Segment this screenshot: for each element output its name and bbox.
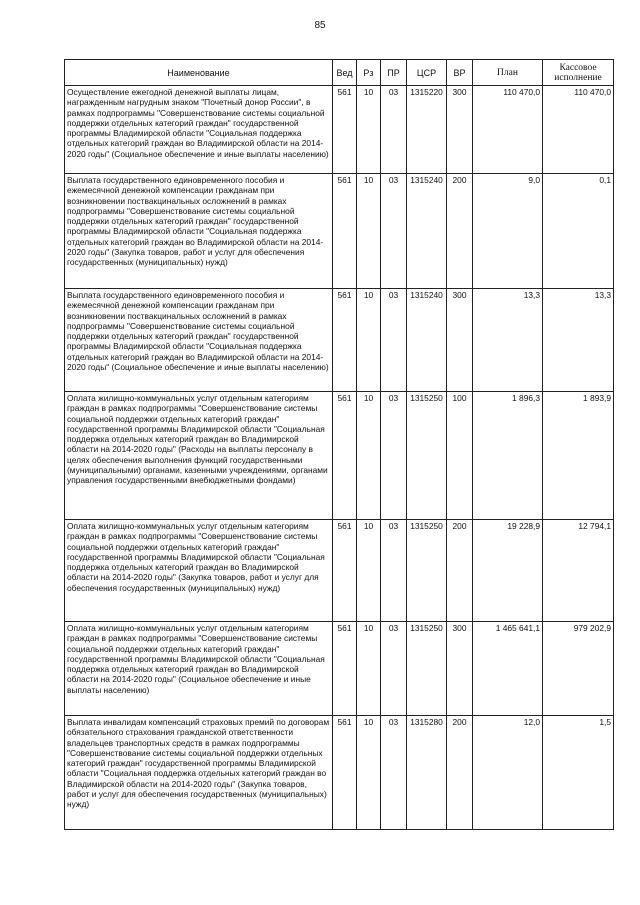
row-plan: 110 470,0 xyxy=(473,86,543,174)
row-csr: 1315250 xyxy=(407,392,447,520)
table-header-row xyxy=(65,60,614,86)
row-rz: 10 xyxy=(357,622,381,716)
row-ved: 561 xyxy=(333,174,357,289)
row-cash: 12 794,1 xyxy=(543,520,614,622)
row-csr: 1315240 xyxy=(407,174,447,289)
table-row xyxy=(65,174,614,289)
row-name: Выплата государственного единовременного пособия и ежемесячной денежной компенсации гражданам при возникновении поствакцинальных осложнений в рамках подпрограммы "Совершенствование системы социальной поддержки отдельных категорий граждан" государственной программы Владимирской области "Социальная поддержка отдельных категорий граждан во Владимирской области на 2014-2020 годы" (Социальное обеспечение и иные выплаты населению) xyxy=(65,289,333,392)
row-name: Выплата инвалидам компенсаций страховых премий по договорам обязательного страхования гражданской ответственности владельцев транспортных средств в рамках подпрограммы "Совершенствование системы социальной поддержки отдельных категорий граждан" государственной программы Владимирской области "Социальная поддержка отдельных категорий граждан во Владимирской области на 2014-2020 годы" (Закупка товаров, работ и услуг для обеспечения государственных (муниципальных) нужд) xyxy=(65,716,333,830)
header-ved: Вед xyxy=(333,60,357,86)
row-cash: 110 470,0 xyxy=(543,86,614,174)
row-name: Оплата жилищно-коммунальных услуг отдельным категориям граждан в рамках подпрограммы "Совершенствование системы социальной поддержки отдельных категорий граждан" государственной программы Владимирской области "Социальная поддержка отдельных категорий граждан во Владимирской области на 2014-2020 годы" (Расходы на выплаты персоналу в целях обеспечения выполнения функций государственными (муниципальными) органами, казенными учреждениями, органами управления государственными внебюджетными фондами) xyxy=(65,392,333,520)
row-csr: 1315250 xyxy=(407,622,447,716)
row-cash: 1 893,9 xyxy=(543,392,614,520)
row-rz: 10 xyxy=(357,520,381,622)
row-rz: 10 xyxy=(357,716,381,830)
row-ved: 561 xyxy=(333,622,357,716)
row-plan: 12,0 xyxy=(473,716,543,830)
row-vr: 300 xyxy=(447,622,473,716)
row-pr: 03 xyxy=(381,174,407,289)
row-cash: 979 202,9 xyxy=(543,622,614,716)
table-row xyxy=(65,289,614,392)
row-csr: 1315220 xyxy=(407,86,447,174)
header-name: Наименование xyxy=(65,60,333,86)
row-pr: 03 xyxy=(381,289,407,392)
row-vr: 300 xyxy=(447,86,473,174)
header-cash: Кассовое исполнение xyxy=(543,60,614,86)
row-plan: 13,3 xyxy=(473,289,543,392)
row-pr: 03 xyxy=(381,86,407,174)
table-row xyxy=(65,520,614,622)
row-ved: 561 xyxy=(333,716,357,830)
row-plan: 19 228,9 xyxy=(473,520,543,622)
header-plan: План xyxy=(473,60,543,86)
row-ved: 561 xyxy=(333,520,357,622)
row-rz: 10 xyxy=(357,174,381,289)
table-row xyxy=(65,716,614,830)
row-pr: 03 xyxy=(381,622,407,716)
row-rz: 10 xyxy=(357,392,381,520)
row-cash: 0,1 xyxy=(543,174,614,289)
header-csr: ЦСР xyxy=(407,60,447,86)
header-rz: Рз xyxy=(357,60,381,86)
table-row xyxy=(65,392,614,520)
table-row xyxy=(65,622,614,716)
row-name: Осуществление ежегодной денежной выплаты лицам, награжденным нагрудным знаком "Почетный донор России", в рамках подпрограммы "Совершенствование системы социальной поддержки отдельных категорий граждан" государственной программы Владимирской области "Социальная поддержка отдельных категорий граждан во Владимирской области на 2014-2020 годы" (Социальное обеспечение и иные выплаты населению) xyxy=(65,86,333,174)
row-vr: 300 xyxy=(447,289,473,392)
header-pr: ПР xyxy=(381,60,407,86)
table-row xyxy=(65,86,614,174)
row-ved: 561 xyxy=(333,86,357,174)
row-ved: 561 xyxy=(333,392,357,520)
row-csr: 1315250 xyxy=(407,520,447,622)
row-rz: 10 xyxy=(357,289,381,392)
row-name: Оплата жилищно-коммунальных услуг отдельным категориям граждан в рамках подпрограммы "Совершенствование системы социальной поддержки отдельных категорий граждан" государственной программы Владимирской области "Социальная поддержка отдельных категорий граждан во Владимирской области на 2014-2020 годы" (Социальное обеспечение и иные выплаты населению) xyxy=(65,622,333,716)
row-vr: 200 xyxy=(447,716,473,830)
page-number: 85 xyxy=(314,20,326,31)
row-plan: 9,0 xyxy=(473,174,543,289)
row-plan: 1 896,3 xyxy=(473,392,543,520)
budget-table xyxy=(64,59,614,830)
row-vr: 200 xyxy=(447,174,473,289)
row-ved: 561 xyxy=(333,289,357,392)
header-vr: ВР xyxy=(447,60,473,86)
row-csr: 1315240 xyxy=(407,289,447,392)
row-cash: 13,3 xyxy=(543,289,614,392)
row-pr: 03 xyxy=(381,520,407,622)
row-pr: 03 xyxy=(381,392,407,520)
row-plan: 1 465 641,1 xyxy=(473,622,543,716)
row-name: Оплата жилищно-коммунальных услуг отдельным категориям граждан в рамках подпрограммы "Совершенствование системы социальной поддержки отдельных категорий граждан" государственной программы Владимирской области "Социальная поддержка отдельных категорий граждан во Владимирской области на 2014-2020 годы" (Закупка товаров, работ и услуг для обеспечения государственных (муниципальных) нужд) xyxy=(65,520,333,622)
row-vr: 200 xyxy=(447,520,473,622)
row-vr: 100 xyxy=(447,392,473,520)
row-cash: 1,5 xyxy=(543,716,614,830)
row-rz: 10 xyxy=(357,86,381,174)
row-csr: 1315280 xyxy=(407,716,447,830)
row-pr: 03 xyxy=(381,716,407,830)
row-name: Выплата государственного единовременного пособия и ежемесячной денежной компенсации гражданам при возникновении поствакцинальных осложнений в рамках подпрограммы "Совершенствование системы социальной поддержки отдельных категорий граждан" государственной программы Владимирской области "Социальная поддержка отдельных категорий граждан во Владимирской области на 2014-2020 годы" (Закупка товаров, работ и услуг для обеспечения государственных (муниципальных) нужд) xyxy=(65,174,333,289)
